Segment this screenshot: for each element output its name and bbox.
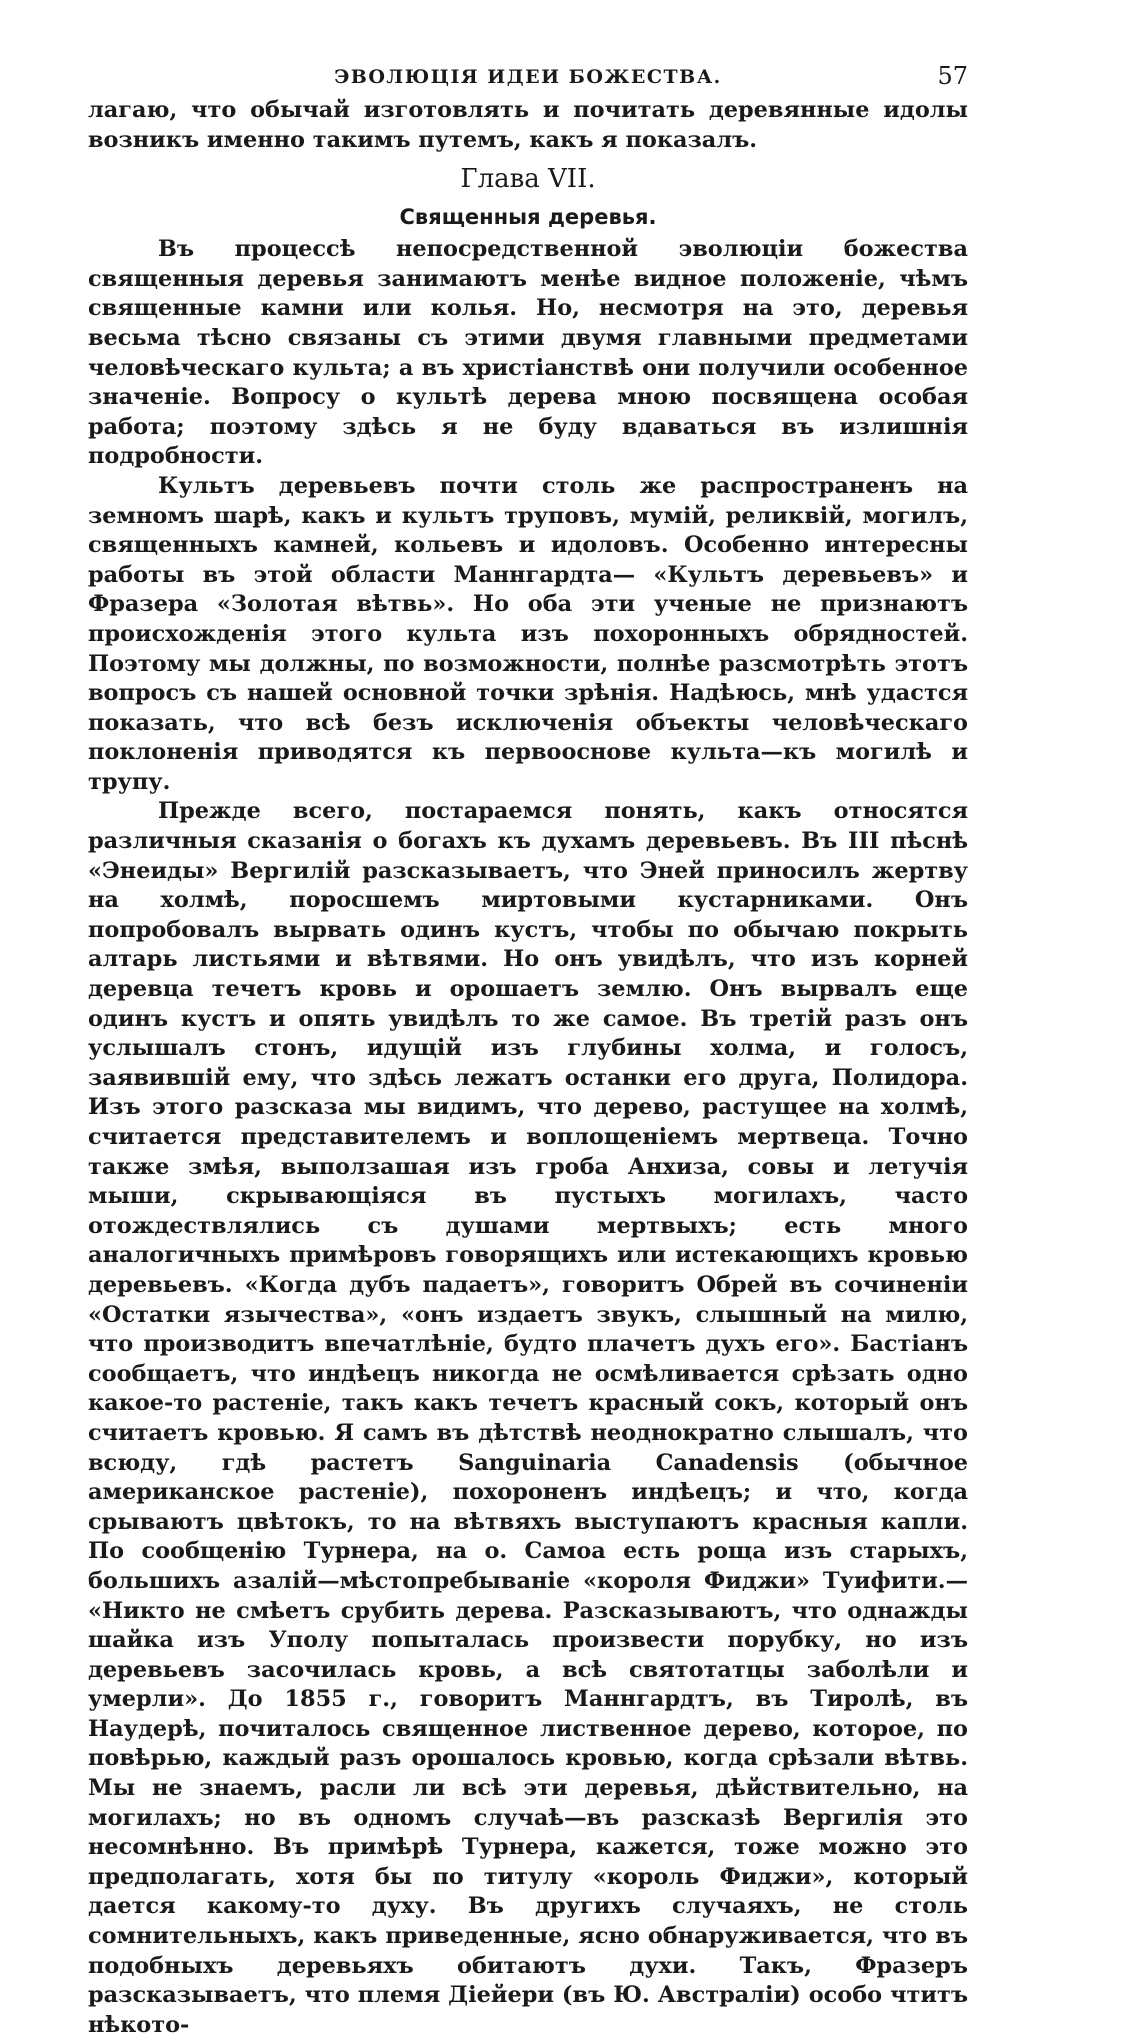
paragraph: Въ процессѣ непосредственной эволюціи божества священныя деревья занимаютъ менѣе видное положеніе, чѣмъ священные камни или колья. Но, несмотря на это, деревья весьма тѣсно связаны съ этими двумя главными предметами человѣческаго культа; а въ христіанствѣ они получили особенное значеніе. Вопросу о культѣ дерева мною посвящена особая работа; поэтому здѣсь я не буду вдаваться въ излишнія подробности.: [88, 236, 968, 470]
opening-paragraph: лагаю, что обычай изготовлять и почитать деревянные идолы возникъ именно такимъ путемъ, какъ я показалъ.: [88, 97, 968, 153]
body-text: [88, 96, 968, 2040]
paragraph: Культъ деревьевъ почти столь же распространенъ на земномъ шарѣ, какъ и культъ труповъ, мумій, реликвій, могилъ, священныхъ камней, кольевъ и идоловъ. Особенно интересны работы въ этой области Маннгардта— «Культъ деревьевъ» и Фразера «Золотая вѣтвь». Но оба эти ученые не признаютъ происхожденія этого культа изъ похоронныхъ обрядностей. Поэтому мы должны, по возможности, полнѣе разсмотрѣть этотъ вопросъ съ нашей основной точки зрѣнія. Надѣюсь, мнѣ удастся показать, что всѣ безъ исключенія объекты человѣческаго поклоненія приводятся къ первооснове культа—къ могилѣ и трупу.: [88, 472, 968, 795]
page-number: 57: [937, 62, 968, 90]
running-title: ЭВОЛЮЦІЯ ИДЕИ БОЖЕСТВА.: [334, 66, 722, 88]
book-page: [88, 56, 968, 2040]
section-title: Священныя деревья.: [399, 205, 657, 230]
paragraph: Прежде всего, постараемся понять, какъ относятся различныя сказанія о богахъ къ духамъ деревьевъ. Въ III пѣснѣ «Энеиды» Вергилій разсказываетъ, что Эней приносилъ жертву на холмѣ, поросшемъ миртовыми кустарниками. Онъ попробовалъ вырвать одинъ кустъ, чтобы по обычаю покрыть алтарь листьями и вѣтвями. Но онъ увидѣлъ, что изъ корней деревца течетъ кровь и орошаетъ землю. Онъ вырвалъ еще одинъ кустъ и опять увидѣлъ то же самое. Въ третій разъ онъ услышалъ стонъ, идущій изъ глубины холма, и голосъ, заявившій ему, что здѣсь лежатъ останки его друга, Полидора. Изъ этого разсказа мы видимъ, что дерево, растущее на холмѣ, считается представителемъ и воплощеніемъ мертвеца. Точно также змѣя, выползашая изъ гроба Анхиза, совы и летучія мыши, скрывающіяся въ пустыхъ могилахъ, часто отождествлялись съ душами мертвыхъ; есть много аналогичныхъ примѣровъ говорящихъ или истекающихъ кровью деревьевъ. «Когда дубъ падаетъ», говоритъ Обрей въ сочиненіи «Остатки язычества», «онъ издаетъ звукъ, слышный на милю, что производитъ впечатлѣніе, будто плачетъ духъ его». Бастіанъ сообщаетъ, что индѣецъ никогда не осмѣливается срѣзать одно какое-то растеніе, такъ какъ течетъ красный сокъ, который онъ считаетъ кровью. Я самъ въ дѣтствѣ неоднократно слышалъ, что всюду, гдѣ растетъ Sanguinaria Canadensis (обычное американское растеніе), похороненъ индѣецъ; и что, когда срываютъ цвѣтокъ, то на вѣтвяхъ выступаютъ красныя капли. По сообщенію Турнера, на о. Самоа есть роща изъ старыхъ, большихъ азалій—мѣстопребываніе «короля Фиджи» Туифити.— «Никто не смѣетъ срубить дерева. Разсказываютъ, что однажды шайка изъ Уполу попыталась произвести порубку, но изъ деревьевъ засочилась кровь, а всѣ святотатцы заболѣли и умерли». До 1855 г., говоритъ Маннгардтъ, въ Тиролѣ, въ Наудерѣ, почиталось священное лиственное дерево, которое, по повѣрью, каждый разъ орошалось кровью, когда срѣзали вѣтвь. Мы не знаемъ, расли ли всѣ эти деревья, дѣйствительно, на могилахъ; но въ одномъ случаѣ—въ разсказѣ Вергилія это несомнѣнно. Въ примѣрѣ Турнера, кажется, тоже можно это предполагать, хотя бы по титулу «король Фиджи», который дается какому-то духу. Въ другихъ случаяхъ, не столь сомнительныхъ, какъ приведенные, ясно обнаруживается, что въ подобныхъ деревьяхъ обитаютъ духи. Такъ, Фразеръ разсказываетъ, что племя Діейери (въ Ю. Австраліи) особо чтитъ нѣкото-: [88, 798, 968, 2038]
chapter-title: Глава VII.: [460, 164, 596, 195]
page-header: [88, 56, 968, 96]
